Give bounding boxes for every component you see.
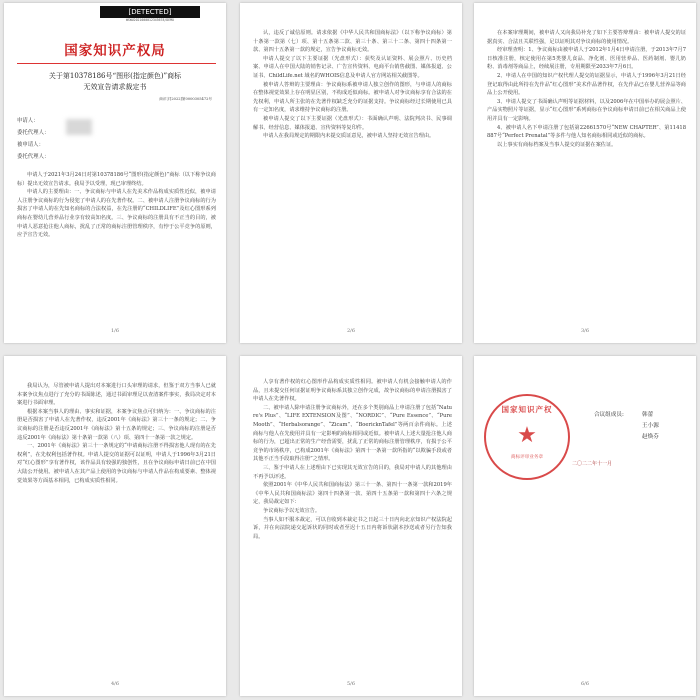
paragraph: 根据本案当事人的理由、事实和证据，本案争议焦点可归纳为：一、争议商标的注册是否损害了申请人在先著作权，违反2001年《商标法》第三十一条的规定；二、争议商标的注册是否违反2001年《商标法》第十五条的规定；三、争议商标的注册是否违反2001年《商标法》第十条第一款第（八）项、第四十一条第一款之规定。 <box>17 408 216 441</box>
page-4-body <box>17 382 216 485</box>
page-4 <box>4 356 226 696</box>
paragraph: 当事人如不服本裁定，可以自收到本裁定书之日起三十日内向北京知识产权法院起诉，并在向法院递交起诉状的同时或者至迟十五日内将诉状副本抄送或者另行告知我局。 <box>253 516 452 540</box>
page-number: 1/6 <box>110 328 120 334</box>
agency-header: 国家知识产权局 <box>64 43 166 59</box>
respondent-label: 被申请人： <box>17 142 44 148</box>
panel-member: 韩蕾 <box>642 412 654 418</box>
paragraph: 认，违反了诚信原则。请求依据《中华人民共和国商标法》（以下称争议商标）第十条第一款第（七）项、第十五条第二款、第三十条、第三十二条、第四十四条第一款、第四十五条第一款的规定，宣告争议商标无效。 <box>253 30 452 54</box>
paragraph: 在本案审理期间，被申请人又向我局补充了如下主要答辩理由：被申请人提交的证据真实、合法且关联性强，足以证明其对争议商标的使用情况。 <box>487 30 686 45</box>
paragraph: 申请人的主要理由：一、争议商标与申请人在先美术作品构成实质性近似，被申请人注册争议商标的行为侵犯了申请人的在先著作权。二、被申请人注册争议商标的行为损害了申请人的在先知名商标的合法权益，在先注册的“CHILDLIFE”及红心图形系列商标在婴幼儿营养品行业享有较高知名度。三、争议商标的注册具有不正当的目的，被申请人恶意抢注他人商标，扰乱了正常的商标注册管理秩序，有悖于公平竞争的原则，应予宣告无效。 <box>17 189 216 239</box>
seal-top-text: 国家知识产权 <box>501 405 553 414</box>
page-number: 4/6 <box>110 681 120 687</box>
page-1 <box>4 3 226 343</box>
paragraph: 依照2001年《中华人民共和国商标法》第三十一条、第四十一条第一款和2019年《中华人民共和国商标法》第四十四条第一款、第四十五条第一款和第四十六条之规定，我局裁定如下： <box>253 482 452 506</box>
page-3 <box>474 3 696 343</box>
seal-star-icon: ★ <box>517 423 537 448</box>
paragraph: 争议商标予以无效宣告。 <box>263 507 321 514</box>
paragraph: 被申请人提交了以下主要证据（光盘形式）：书面确认声明、法院判决书、民事调解书、经营信息、媒体报道、宣传资料等复印件。 <box>253 115 452 131</box>
paragraph: 经审理查明：1、争议商标由被申请人于2012年1月4日申请注册，于2013年7月7日核准注册，核定使用在第5类婴儿食品、净化剂、医用营养品、医药制剂、婴儿奶粉、消毒剂等商品上，经续展注册，专用期限至2033年7月6日。 <box>487 47 686 71</box>
page-1-body <box>17 171 216 240</box>
page-3-body <box>487 29 686 149</box>
document-number: 商评字[2022]第0000305472号 <box>159 97 212 101</box>
parties-block <box>17 115 49 163</box>
panel-member: 王小源 <box>642 423 659 429</box>
paragraph: 4、被申请人名下申请注册了包括第22661570号“NEW CHAPTER”、第11418887号“Perfect Prenatal”等多件与他人知名商标相同或近似的商标。 <box>487 124 686 140</box>
page-5 <box>240 356 462 696</box>
applicant-agent-label: 委托代理人： <box>17 130 50 136</box>
paragraph: 以上事实有商标档案及当事人提交的证据在案佐证。 <box>497 141 617 148</box>
title-line-1: 关于第10378186号“图形(指定颜色)”商标 <box>48 72 182 80</box>
page-5-body <box>253 378 452 541</box>
page-number: 2/6 <box>346 328 356 334</box>
seal-bottom-text: 商标评审业务章 <box>510 455 544 460</box>
paragraph: 申请人于2021年3月24日对第10378186号“图形(指定颜色)”商标（以下称争议商标）提出无效宣告请求。我局予以受理，现已审理终结。 <box>17 172 216 187</box>
paragraph: 二、被申请人除申请注册争议商标外，还在多个类别商品上申请注册了包括“Nature's Plus”、“LIFE EXTENSION及图”、“NORDIC”、“Pure Essence”、“PureMooth”、“Herbalsorange”、“Zicam”、“BoericknTafel”等两百余件商标。上述商标与他人在先使用并具有一定影响的商标相同或近似。被申请人上述大量抢注他人商标的行为，已超出正常的生产经营需要，扰乱了正常的商标注册管理秩序，有损于公平竞争的市场秩序，已构成2001年《商标法》第四十一条第一款所指的“以欺骗手段或者其他不正当手段取得注册”之情形。 <box>253 404 452 463</box>
red-divider <box>17 63 216 64</box>
paragraph: 我局认为，尽管被申请人提出对本案进行口头审理的请求，但鉴于双方当事人已就本案争议焦点进行了充分的书面陈述，通过书面审理足以查清案件事实，我局决定对本案进行书面审理。 <box>17 383 216 407</box>
detected-stamp: [DETECTED] <box>100 6 200 18</box>
page-2 <box>240 3 462 343</box>
page-6 <box>474 356 696 696</box>
document-title <box>24 71 206 93</box>
paragraph: 一、2001年《商标法》第三十一条规定的“申请商标注册不得损害他人现有的在先权利”，在先权利包括著作权。申请人提交的证据可以证明，申请人于1996年3月21日对“红心图形”享有著作权，该作品具有较强的独创性，且在争议商标申请日前已在中国大陆公开使用。被申请人在其产品上使用的争议商标与申请人作品在构成要素、整体视觉效果等方面基本相同，已构成实质性相同。 <box>17 443 216 484</box>
page-number: 6/6 <box>580 681 590 687</box>
page-number: 3/6 <box>580 328 590 334</box>
paragraph: 人享有著作权的红心图形作品构成实质性相同。被申请人有机会接触申请人的作品，且未提交任何证据证明争议商标系其独立创作完成，故争议商标的申请注册损害了申请人在先著作权。 <box>253 379 452 403</box>
ruling-date: 二〇二二年十一月 <box>572 461 613 467</box>
panel-label: 合议组成员: <box>594 412 624 418</box>
paragraph: 被申请人答辩的主要理由：争议商标系被申请人独立创作的图形，与申请人的商标在整体视觉效果上存在明显区别，不构成近似商标。被申请人对争议商标享有合法的在先权利，申请人所主张的在先著作权缺乏充分的证据支持。争议商标经过长期使用已具有一定知名度，请求维持争议商标的注册。 <box>253 81 452 114</box>
stamp-code: WSWU2021000012345678/DEMO <box>126 18 174 22</box>
paragraph: 申请人在我局规定的期限内未提交质证意见，被申请人坚持无效宣告理由。 <box>263 133 435 140</box>
paragraph: 三、鉴于申请人在上述理由下已实现其无效宣告的目的，我局对申请人的其他理由不再予以评述。 <box>253 464 452 480</box>
title-line-2: 无效宣告请求裁定书 <box>83 83 147 91</box>
paragraph: 申请人提交了以下主要证据（光盘形式）：获奖及认证资料、展会照片、历史档案、申请人在中国大陆的销售记录、广告宣传资料、电商平台销售截图、媒体报道、公证书、ChildLife.net 域名的WHOIS信息及申请人官方网站相关截图等。 <box>253 55 452 79</box>
redacted-name <box>66 119 92 135</box>
paragraph: 3、申请人提交了书面确认声明等证据材料，以及2006年在中国举办的展会照片、产品实物照片等证据，显示“红心图形”系列商标在争议商标申请日前已在相关商品上使用并具有一定影响。 <box>487 98 686 122</box>
respondent-agent-label: 委托代理人： <box>17 154 50 160</box>
applicant-label: 申请人： <box>17 118 39 124</box>
page-2-body <box>253 29 452 141</box>
official-seal <box>484 394 570 480</box>
panel-member: 赵焕芬 <box>642 434 659 440</box>
paragraph: 2、申请人在中国的知识产权代理人提交的证据显示，申请人于1996年3月21日经登记取得由此所持在先作品“红心图形”美术作品著作权，在先作品已在婴儿营养品等商品上公开使用。 <box>487 72 686 97</box>
page-number: 5/6 <box>346 681 356 687</box>
